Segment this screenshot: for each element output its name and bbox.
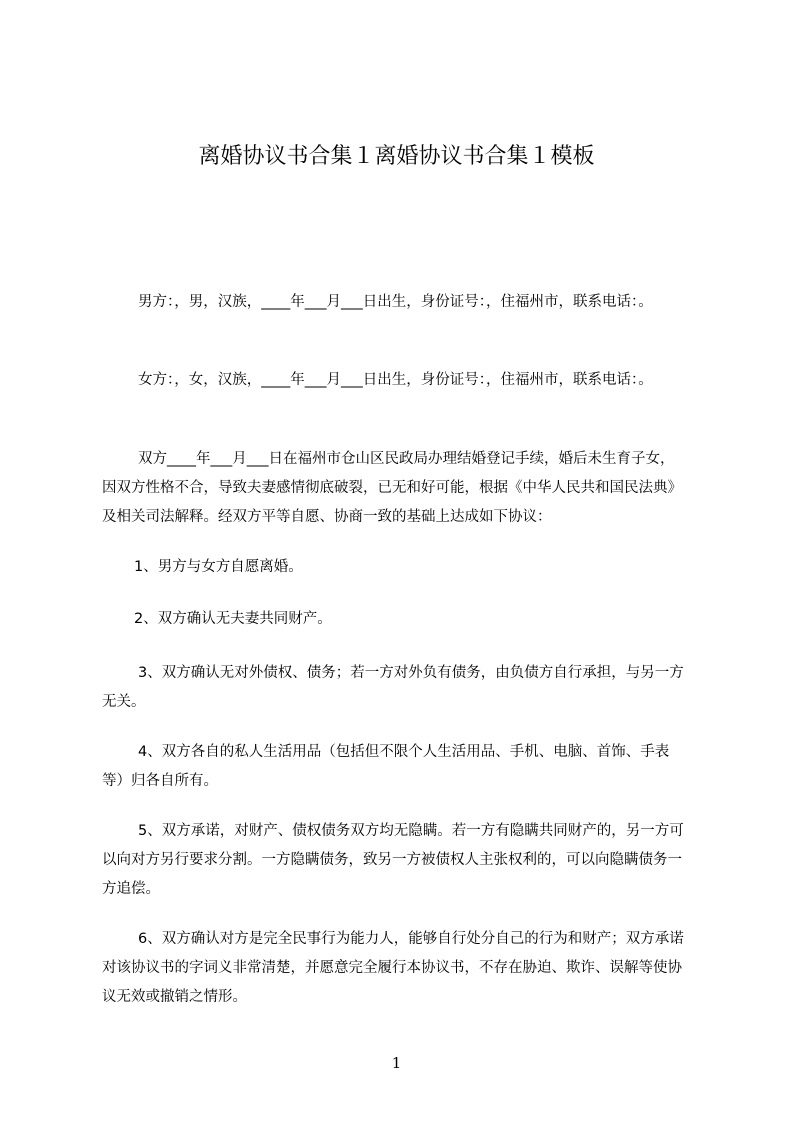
clause-6: 6、双方确认对方是完全民事行为能力人，能够自行处分自己的行为和财产；双方承诺对该协议书的字词义非常清楚，并愿意完全履行本协议书，不存在胁迫、欺诈、误解等使协议无效或撤销之情形。: [102, 931, 684, 1005]
paragraph-intro: 双方____年___月___日在福州市仓山区民政局办理结婚登记手续，婚后未生育子女，因双方性格不合，导致夫妻感情彻底破裂，已无和好可能，根据《中华人民共和国民法典》及相关司法解释。经双方平等自愿、协商一致的基础上达成如下协议：: [102, 451, 682, 525]
clause-4: 4、双方各自的私人生活用品（包括但不限个人生活用品、手机、电脑、首饰、手表等）归各自所有。: [102, 744, 670, 789]
page-title: 离婚协议书合集１离婚协议书合集１模板: [198, 144, 595, 169]
clause-5: 5、双方承诺，对财产、债权债务双方均无隐瞒。若一方有隐瞒共同财产的，另一方可以向对方另行要求分割。一方隐瞒债务，致另一方被债权人主张权利的，可以向隐瞒债务一方追偿。: [102, 823, 684, 897]
paragraph-female-party: 女方：，女，汉族，____年___月___日出生，身份证号：，住福州市，联系电话：。: [138, 372, 653, 388]
paragraph-male-party: 男方：，男，汉族，____年___月___日出生，身份证号：，住福州市，联系电话：。: [138, 294, 653, 310]
page-number: 1: [391, 1054, 402, 1072]
clause-3: 3、双方确认无对外债权、债务；若一方对外负有债务，由负债方自行承担，与另一方无关。: [102, 665, 684, 710]
clause-2: 2、双方确认无夫妻共同财产。: [134, 611, 332, 627]
clause-1: 1、男方与女方自愿离婚。: [134, 559, 303, 575]
